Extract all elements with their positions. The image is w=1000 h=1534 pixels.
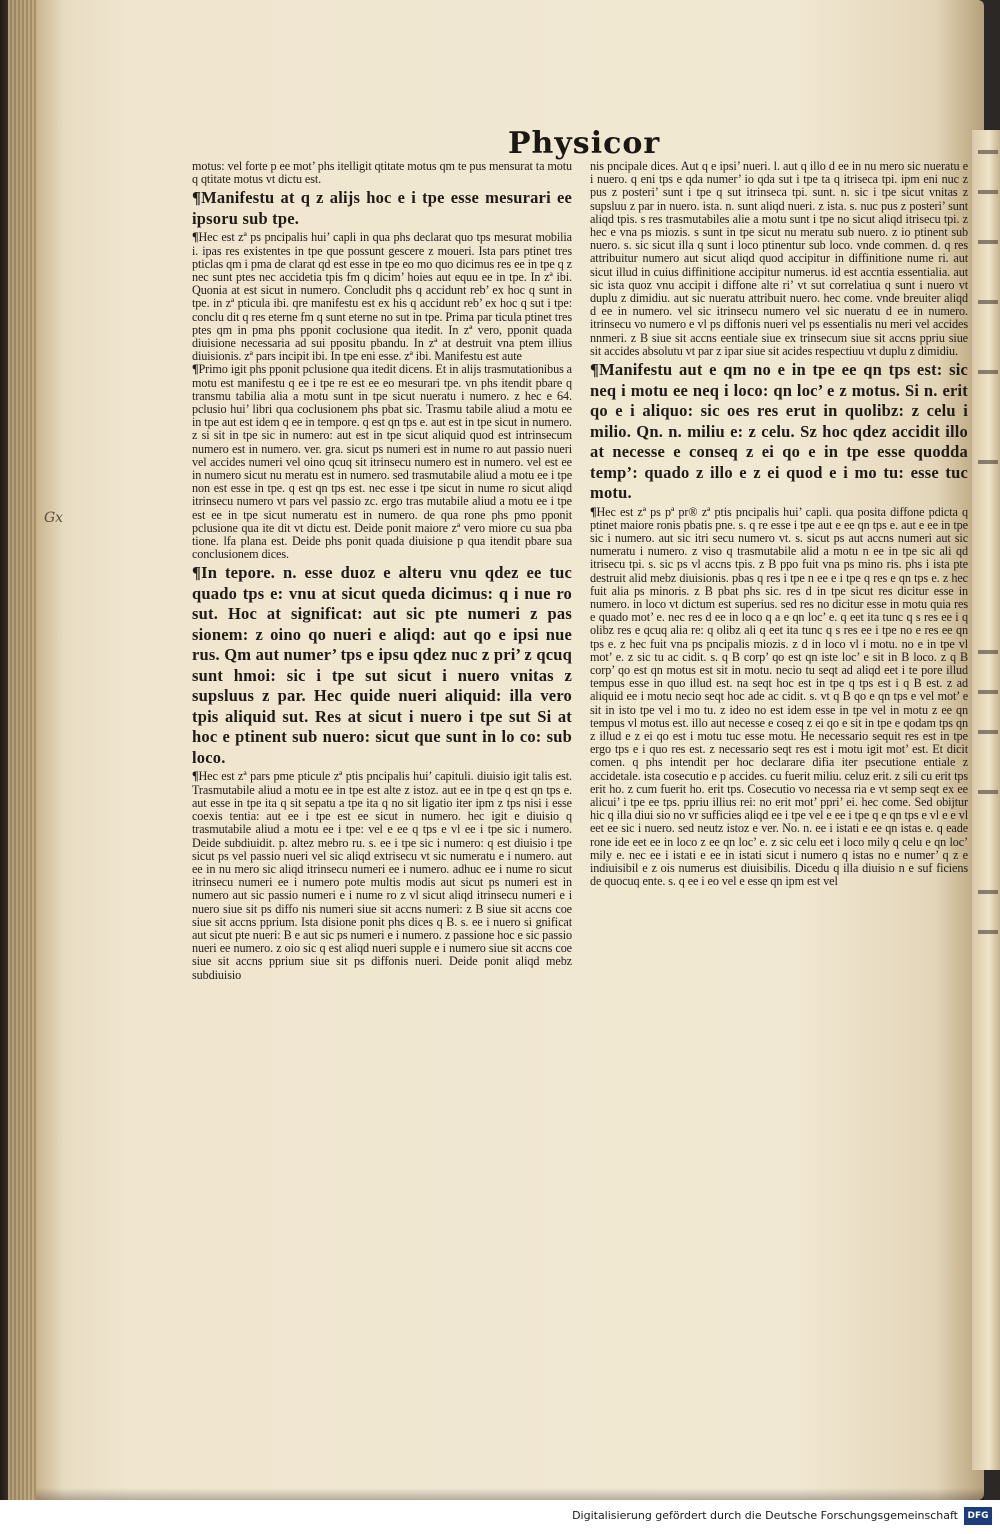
footer-credit: Digitalisierung gefördert durch die Deutsche Forschungsgemeinschaft — [572, 1509, 958, 1522]
commentary-paragraph: ¶ Primo igit phs pponit pclusione qua itedit dicens. Et in alijs trasmutationibus a motu est manifestu q ee i tpe re est ee eo mesurari tpe. vn phs itendit pbare q transmu tabilia alia a motu sunt in tpe sicut nueratu i numero. z hec e 64. pclusio hui’ libri qua coclusionem phs pbat sic. Trasmu tabile aliud a motu ee in tpe aut est idem q ee in tempore. q est qn tps e. aut est in tpe sicut in numero. z si sit in tpe sic in numero: aut est in tpe sicut aliquid quod est intrinsecum numero est in numero. ver. gra. sicut ps numeri est in nume ro aut passio nueri vel accides numeri vel oino qcuq sit itrinsecu numero est in numero. vel est ee in numero sicut nu meratu est in numero. sed trasmutabile aliud a motu ee i tpe non est esse in tpe. q est qn tps est. nec esse i tpe sicut in nume ro sicut aliqd itrinsecu numero vt pars vel passio zc. ergo tras mutabile aliud a motu ee i tpe est ee in tpe sicut numeratu est in numero. de qua rone phs pmo pponit pclusione qua ite dit vt dictu est. Deide ponit maiore zª vero miore cu sua pba tione. lfa plana est. Deide phs ponit quada diuisione p qua itendit pbare sua conclusionem dices. — [192, 363, 572, 561]
commentary-paragraph: ¶ Hec est zª ps pncipalis hui’ capli in qua phs declarat quo tps mesurat mobilia i. ipas res existentes in tpe que possunt gescere z moueri. Ista pars ptinet tres pticlas qm i pma de clarat qd est esse in tpe eo mo quo dicimus res ee in tpe q z nec sunt ptes nec accidetia tpis fm q dicim’ hoies aut equu ee in tpe. In zª ibi. Quonia at est sicut in numero. Concludit phs q accidunt reb’ ex hoc q sunt in tpe. in zª pticula ibi. qre manifestu est ex his q accidunt reb’ ex hoc q sut i tpe: conclu dit q res eterne fm q sunt eterne no sut in tpe. Prima par ticula ptinet tres ptes qm in pma phs pponit coclusione qua itedit. In zª vero, pponit quada diuisione necessaria ad sui ppositu pbandu. In zª at destruit vna ptem illius diuisionis. zª pars incipit ibi. In tpe eni esse. zª ibi. Manifestu est aute — [192, 231, 572, 363]
paragraph: nis pncipale dices. Aut q e ipsi’ nueri. l. aut q illo d ee in nu mero sic nueratu e i nuero. q eni tps e qda numer’ io qda sut i tpe ta q itriseca tpi. ipm eni nuc z pus z posteri’ sunt i tpe q sut itrinseca tpi. sunt. n. sic i tpe sicut vnitas z supsluu z par in nuero. ista. n. sunt aliqd nueri. z ista. s. nuc pus z posteri’ sunt aliqd tpis. s res trasmutabiles alie a motu sunt i tpe no sicut aliqd itrisecu tpi. z hec e vna ps miozis. s sunt in tpe sicut nu meratu sub nuero. z io ptinent sub nuero. s. sic sicut illa q sunt i loco ptinentur sub loco. vnde commen. d. q res attribuitur numero aut sicut aliqd quod accipitur in diffinitione nume ri. aut sicut illud in cuius diffinitione accipitur numerus. id est accntia essentialia. aut sic ista quoz vnu accipit i diffone alte ri’ vt sut correlatiua q sunt i nuero vt duplu z dimidiu. aut sic nueratu attribuit nuero. hec come. vnde breuiter aliqd d ee in numero. vel sic itrinsecu numero vel sic nueratu d ee in numero. itrinsecu vo numero e vl ps diffonis nueri vel ps essentialis nu meri vel accides nnmeri. z B siue sit accns eentiale siue ex trinsecum siue sit accns ppriu siue sit accides absolutu vt par z ipar siue sit acides respectiuu vt duplu z dimidiu. — [590, 159, 968, 358]
digitization-footer — [0, 1500, 1000, 1534]
facing-page-edge — [972, 130, 1000, 1470]
edge-text-fragment — [978, 190, 998, 194]
commentary-paragraph: ¶ Hec est zª ps pª pr® zª ptis pncipalis hui’ capli. qua posita diffone pdicta q ptinet maiore ronis pbatis pne. s. q re esse i tpe aut e ee qn tps e. aut e ee in tpe sic i numero. aut sic itri secu numero vt. s. sicut ps aut accns numeri aut sic numeratu i numero. z viso q trasmutabile alid a motu n ee in tpe sic ali qd itrisecu tpi. s. sic ps vl accns tpis. z B ppo fuit vna ps mino ris. phs i ista pte destruit alid mebz diuisionis. pbas q res i tpe n ee e i tpe q res e qn tps e. z hec fuit alia ps minoris. z B pbat phs sic. res d in tpe sicut res dicitur esse in numero. in loco vt dictum est superius. sed res no dicitur esse in motu quia res e quado mot’ e. nec res d ee in loco q a e qn loc’ e. q eet ita tunc q s res ee i q olibz res e qcuq alia re: q olibz ali q eet ita tunc q s res ee i tpe no e res ee qn tps e. z hec fuit vna ps pncipalis miozis. z d in loco vl i motu. no e in tpe vl mot’ e. z sic tu ac cidit. s. q B corp’ qo est qn iste loc’ e sit in B loco. z q B corp’ qo est qn motus est sit in motu. necio tu seqt ad aliqd eet i te pore illud tempus esse in quo illud est. na seqt hoc est in tpe q tps est i q B est. z ad aliquid ee i motu necio seqt hoc ade ac cidit. s. vt q B qo e qn tps e vel mot’ e sit in isto tpe vel i mo tu. z ideo no est idem esse in tpe vel in motu z ee qn tempus vl motus est. illo aut necesse e coseq z ei qo e sit in tpe e qodam tps qn z illud e z ei qo est i motu tuc esse motu. He necessario sequit res est in tpe ergo tps e i quo res est. z necessario seqt res est i motu igit mot’ est. Et dicit comen. q phs intendit per hoc declarare difia iter psecutione entiale z accidetale. ista cosecutio e p accides. cu fuerit miliu. celuz erit. z sili cu erit tps erit ho. z cum fuerit ho. erit tps. Cosecutio vo necessa ria e vt semp seqt ex ee alicui’ i tpe ee tps. ppriu illius rei: no erit mot’ ppri’ ei. hec come. Sed obijtur hic q illa diui sio no vr sufficies aliqd ee i tpe vel e ee i tpe q e qn tps e vl e e vl eet ee sic i nuero. sed neutz istoz e ver. No. n. ee i istati e ee qn istas e. q eade rone ide eet ee in loco z ee qn loc’ e. z sic celu eet i loco mily q celu e qn loc’ mily e. nec ee i istati e ee in istati sicut i numero q istas no e numer’ q z e indiuisibil e z ois numerus est diuisibilis. Dicedu q illa diuisio n e suf ficiens de quocuq ente. s. q ee i eo vel e esse qn ipm est vel — [590, 506, 968, 889]
edge-text-fragment — [978, 890, 998, 894]
edge-text-fragment — [978, 730, 998, 734]
edge-text-fragment — [978, 240, 998, 244]
edge-text-fragment — [978, 930, 998, 934]
edge-text-fragment — [978, 690, 998, 694]
edge-text-fragment — [978, 790, 998, 794]
running-head: Physicor — [508, 126, 661, 161]
lemma-paragraph: ¶ Manifestu aut e qm no e in tpe ee qn tps est: sic neq i motu ee neq i loco: qn loc’ e z motus. Si n. erit qo e i aliquo: sic oes res erut in quolibz: z celu i milio. Qn. n. miliu e: z celu. Sz hoc qdez accidit illo at necesse e conseq z ei qo e in tpe esse quodda temp’: quado z illo e z ei quod e i mo tu: esse tuc motu. — [590, 360, 968, 504]
previous-pages-edge — [8, 0, 38, 1500]
commentary-paragraph: ¶ Hec est zª pars pme pticule zª ptis pncipalis hui’ capituli. diuisio igit talis est. Trasmutabile aliud a motu ee in tpe est alte z istoz. aut ee in tpe q est qn tps e. aut esse in tpe ita q sit sepatu a tpe ita q no sit ligatio iter ipm z tps nisi i esse coexis tentia: aut ee i tpe est ee sicut in numero. hec igit e diuisio q trasmutabile aliud a motu ee i tpe: vel e ee q tps e vl ee i tpe sic i numero. Deide subdiuidit. p. altez mebro ru. s. ee i tpe sic i numero: q est diuisio i tpe sicut ps vel passio nueri vel sic aliqd extrisecu vt sic numeratu e i numero. aut ee in nu mero sic aliqd itrinsecu numeri ee i numero. adhuc ee i nume ro sicut itrinsecu numeri ee i numero pote multis modis aut sicut ps numeri est in numero aut sic passio numeri e i nume ro z vl sicut aliqd itrinsecu numeri e i nuero siue sit ps diffo nis numeri siue sit accns numeri: z B siue sit accns coe siue sit accns pprium. Ista disione ponit phs dices q B. s. ee i nuero si gnificat aut sicut pte nueri: B e aut sic ps numeri e i numero. z passione hoc e sic passio nueri ee numero. z oio sic q est aliqd nueri supple e i numero siue sit accns coe siue sit accns pprium siue sit ps diffonis nueri. Deide ponit aliqd mebz subdiuisio — [192, 770, 572, 981]
edge-text-fragment — [978, 300, 998, 304]
left-text-column — [192, 160, 572, 982]
page-bottom-shadow — [36, 1488, 984, 1500]
paragraph: motus: vel forte p ee mot’ phs itelligit qtitate motus qm te pus mensurat ta motu q qtitate motus vt dictu est. — [192, 159, 572, 187]
edge-text-fragment — [978, 150, 998, 154]
edge-text-fragment — [978, 650, 998, 654]
marginal-note: Gx — [44, 510, 64, 526]
edge-text-fragment — [978, 370, 998, 374]
dfg-logo-icon: DFG — [964, 1507, 992, 1525]
lemma-paragraph: ¶ In tepore. n. esse duoz e alteru vnu qdez ee tuc quado tps e: vnu at sicut queda dicimus: q i nue ro sut. Hoc at significat: aut sic pte numeri z pas sionem: z oino qo nueri e aliqd: aut qo e ipsi nue rus. Qm aut numer’ tps e ipsu qdez nuc z pri’ z qcuq sunt hmoi: sic i tpe sut sicut i nuero vnitas z supsluus z par. Hec quide nueri aliquid: illa vero tpis aliquid sut. Res at sicut i nuero i tpe sut Si at hoc e ptinent sub nuero: sicut que sunt in lo co: sub loco. — [192, 563, 572, 768]
edge-text-fragment — [978, 460, 998, 464]
lemma-paragraph: ¶ Manifestu at q z alijs hoc e i tpe esse mesurari ee ipsoru sub tpe. — [192, 188, 572, 229]
right-text-column — [590, 160, 968, 888]
